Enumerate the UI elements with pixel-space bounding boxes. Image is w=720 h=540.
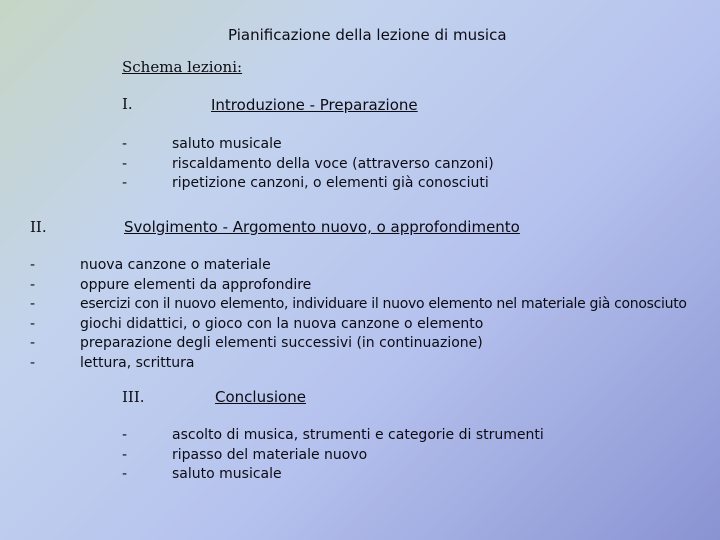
section-2-items: [80, 256, 687, 373]
list-item: saluto musicale: [172, 136, 282, 152]
dash: -: [122, 175, 128, 191]
list-item: ascolto di musica, strumenti e categorie di strumenti: [172, 427, 544, 443]
section-1-items: [172, 135, 494, 194]
section-1-dashes: [122, 135, 127, 194]
section-1-numeral: I.: [122, 95, 133, 113]
list-item: preparazione degli elementi successivi (in continuazione): [80, 335, 483, 351]
section-3-heading: Conclusione: [215, 388, 306, 406]
list-item: ripasso del materiale nuovo: [172, 446, 368, 463]
list-item: ripetizione canzoni, o elementi già conosciuti: [172, 175, 489, 191]
dash: -: [30, 335, 36, 351]
page-title: Pianificazione della lezione di musica: [228, 26, 507, 44]
list-item: riscaldamento della voce (attraverso canzoni): [172, 155, 494, 172]
list-item: giochi didattici, o gioco con la nuova canzone o elemento: [80, 315, 484, 332]
list-item: lettura, scrittura: [80, 354, 195, 371]
section-2-heading: Svolgimento - Argomento nuovo, o approfondimento: [124, 218, 520, 236]
dash: -: [122, 427, 128, 443]
dash: -: [122, 466, 128, 482]
section-1-heading: Introduzione - Preparazione: [211, 96, 418, 114]
dash: -: [122, 446, 128, 463]
section-2-dashes: [30, 256, 35, 373]
dash: -: [30, 354, 36, 371]
section-2-numeral: II.: [30, 218, 47, 236]
list-item: oppure elementi da approfondire: [80, 276, 312, 293]
dash: -: [30, 315, 36, 332]
dash: -: [30, 257, 36, 273]
schema-label: Schema lezioni:: [122, 58, 243, 76]
section-3-numeral: III.: [122, 388, 145, 406]
dash: -: [30, 276, 36, 293]
list-item: nuova canzone o materiale: [80, 257, 271, 273]
dash: -: [122, 155, 128, 172]
list-item: esercizi con il nuovo elemento, individuare il nuovo elemento nel materiale già conosciuto: [80, 296, 687, 312]
section-3-items: [172, 426, 544, 485]
section-3-dashes: [122, 426, 127, 485]
list-item: saluto musicale: [172, 466, 282, 482]
dash: -: [30, 296, 36, 312]
dash: -: [122, 136, 128, 152]
